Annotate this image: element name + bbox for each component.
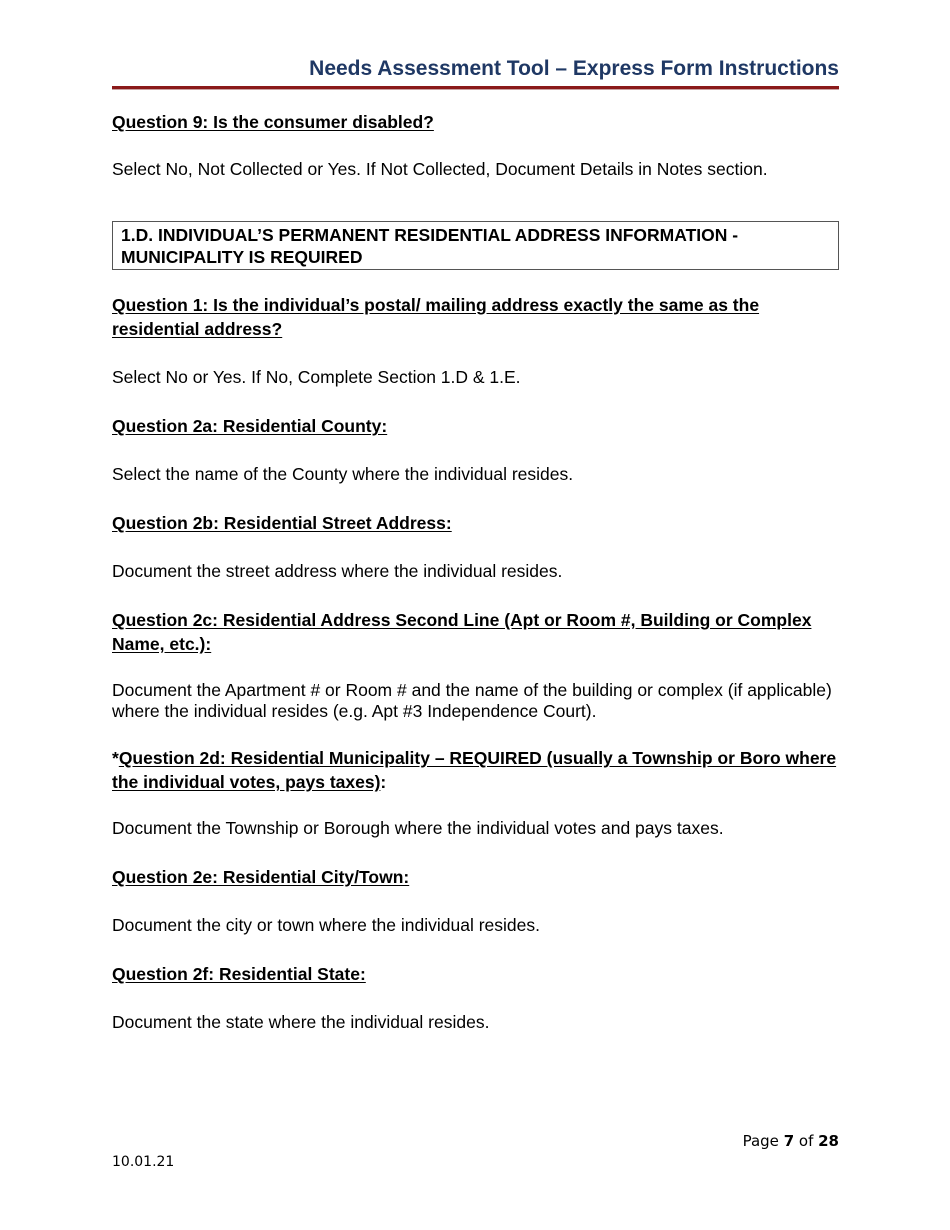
question-2a-heading: Question 2a: Residential County:	[112, 416, 388, 436]
question-2f-heading: Question 2f: Residential State:	[112, 964, 366, 984]
question-1-instruction: Select No or Yes. If No, Complete Section 1.D & 1.E.	[112, 367, 521, 387]
section-1d-title-line2: MUNICIPALITY IS REQUIRED	[121, 247, 363, 267]
section-1d-title-line1: 1.D. INDIVIDUAL’S PERMANENT RESIDENTIAL ADDRESS INFORMATION -	[121, 225, 739, 245]
question-2b-instruction: Document the street address where the individual resides.	[112, 561, 563, 581]
question-2d-heading: *Question 2d: Residential Municipality – REQUIRED (usually a Township or Boro where the individual votes, pays taxes):	[112, 748, 837, 792]
question-2e-heading: Question 2e: Residential City/Town:	[112, 867, 410, 887]
page-number: Page 7 of 28	[742, 1132, 839, 1150]
page-header	[112, 56, 839, 90]
question-2e-instruction: Document the city or town where the individual resides.	[112, 915, 540, 935]
question-2c-instruction: Document the Apartment # or Room # and the name of the building or complex (if applicable) where the individual resides (e.g. Apt #3 Independence Court).	[112, 680, 832, 721]
header-divider	[112, 86, 839, 90]
document-title: Needs Assessment Tool – Express Form Instructions	[309, 57, 839, 80]
question-2f-instruction: Document the state where the individual resides.	[112, 1012, 490, 1032]
question-2b-heading: Question 2b: Residential Street Address:	[112, 513, 452, 533]
revision-date: 10.01.21	[112, 1154, 175, 1170]
question-9-instruction: Select No, Not Collected or Yes. If Not Collected, Document Details in Notes section.	[112, 159, 768, 179]
section-1d-title-box	[112, 221, 839, 270]
question-2c-heading: Question 2c: Residential Address Second Line (Apt or Room #, Building or Complex Name, etc.):	[112, 610, 812, 654]
question-1-heading: Question 1: Is the individual’s postal/ mailing address exactly the same as the residential address?	[112, 295, 760, 339]
question-9-heading: Question 9: Is the consumer disabled?	[112, 112, 434, 132]
question-2a-instruction: Select the name of the County where the individual resides.	[112, 464, 574, 484]
document-body	[112, 110, 839, 1033]
question-2d-instruction: Document the Township or Borough where the individual votes and pays taxes.	[112, 818, 724, 838]
